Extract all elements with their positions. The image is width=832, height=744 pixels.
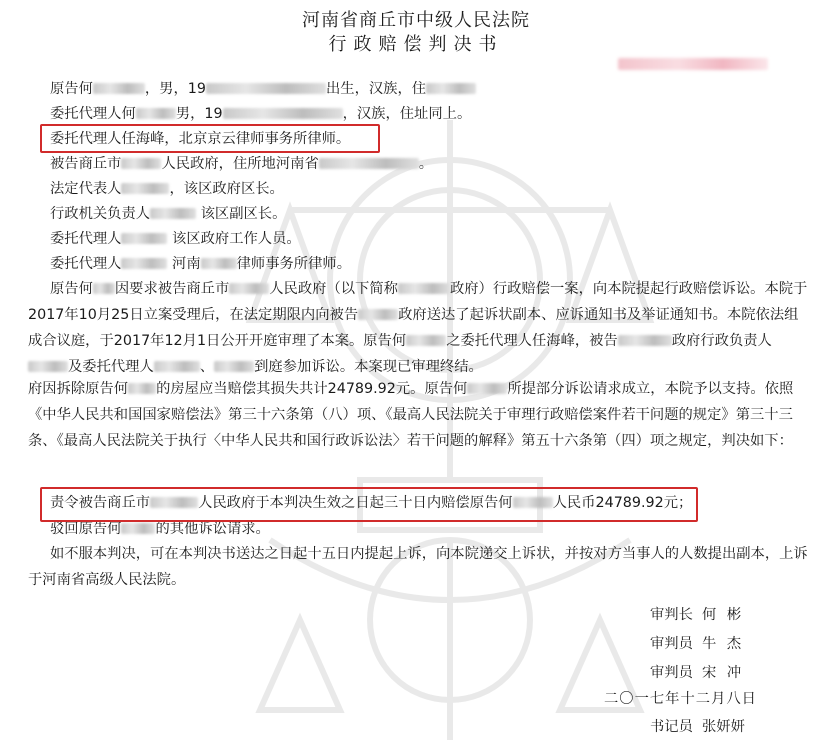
highlight-box-verdict xyxy=(40,487,698,522)
signature-judge-3: 审判员 宋 冲 xyxy=(650,665,745,681)
party-agency-head: 行政机关负责人 该区副区长。 xyxy=(50,206,287,222)
verdict-item-2: 驳回原告何 的其他诉讼请求。 xyxy=(50,521,270,537)
party-defendant: 被告商丘市 人民政府，住所地河南省 。 xyxy=(50,156,434,172)
signature-clerk: 书记员 张妍妍 xyxy=(650,719,745,735)
verdict-item-1: 责令被告商丘市 人民政府于本判决生效之日起三十日内赔偿原告何 人民币24789.92元； xyxy=(50,495,693,511)
procedure-paragraph: 原告何 因要求被告商丘市 人民政府（以下简称 政府）行政赔偿一案，向本院提起行政赔偿诉讼。本院于2017年10月25日立案受理后，在法定期限内向被告 政府送达了起诉状副本、应诉通知书及举证通知书。本院依法组成合议庭，于2017年12月1日公开开庭审理了本案。原告何 之委托代理人任海峰，被告 政府行政负责人及委托代理人 、 到庭参加诉讼。本案现已审理终结。 xyxy=(28,281,808,375)
court-name: 河南省商丘市中级人民法院 xyxy=(302,10,530,31)
document-type-title: 行政赔偿判决书 xyxy=(328,34,504,55)
highlight-box-agent xyxy=(40,124,380,153)
party-legal-representative: 法定代表人 ，该区政府区长。 xyxy=(50,181,284,197)
judgment-date: 二〇一七年十二月八日 xyxy=(604,691,757,707)
signature-presiding-judge: 审判长 何 彬 xyxy=(650,607,745,623)
signature-judge-2: 审判员 牛 杰 xyxy=(650,636,745,652)
party-plaintiff: 原告何 ，男，19 出生，汉族，住 xyxy=(50,80,476,98)
appeal-notice-paragraph: 如不服本判决，可在本判决书送达之日起十五日内提起上诉，向本院递交上诉状，并按对方当事人的人数提出副本，上诉于河南省高级人民法院。 xyxy=(28,546,808,588)
ruling-basis-paragraph: 府因拆除原告何 的房屋应当赔偿其损失共计24789.92元。原告何 所提部分诉讼请求成立，本院予以支持。依照《中华人民共和国国家赔偿法》第三十六条第（八）项、《最高人民法院关于审理行政赔偿案件若干问题的规定》第三十三条、《最高人民法院关于执行〈中华人民共和国行政诉讼法〉若干问题的解释》第五十六条第（四）项之规定，判决如下： xyxy=(28,381,794,449)
redacted-case-number xyxy=(618,58,768,70)
party-plaintiff-agent-1: 委托代理人何 男，19 ，汉族，住址同上。 xyxy=(50,106,472,122)
party-defendant-agent-1: 委托代理人 该区政府工作人员。 xyxy=(50,231,301,247)
party-defendant-agent-2: 委托代理人 河南 律师事务所律师。 xyxy=(50,256,351,272)
party-plaintiff-agent-2: 委托代理人任海峰，北京京云律师事务所律师。 xyxy=(50,131,351,147)
